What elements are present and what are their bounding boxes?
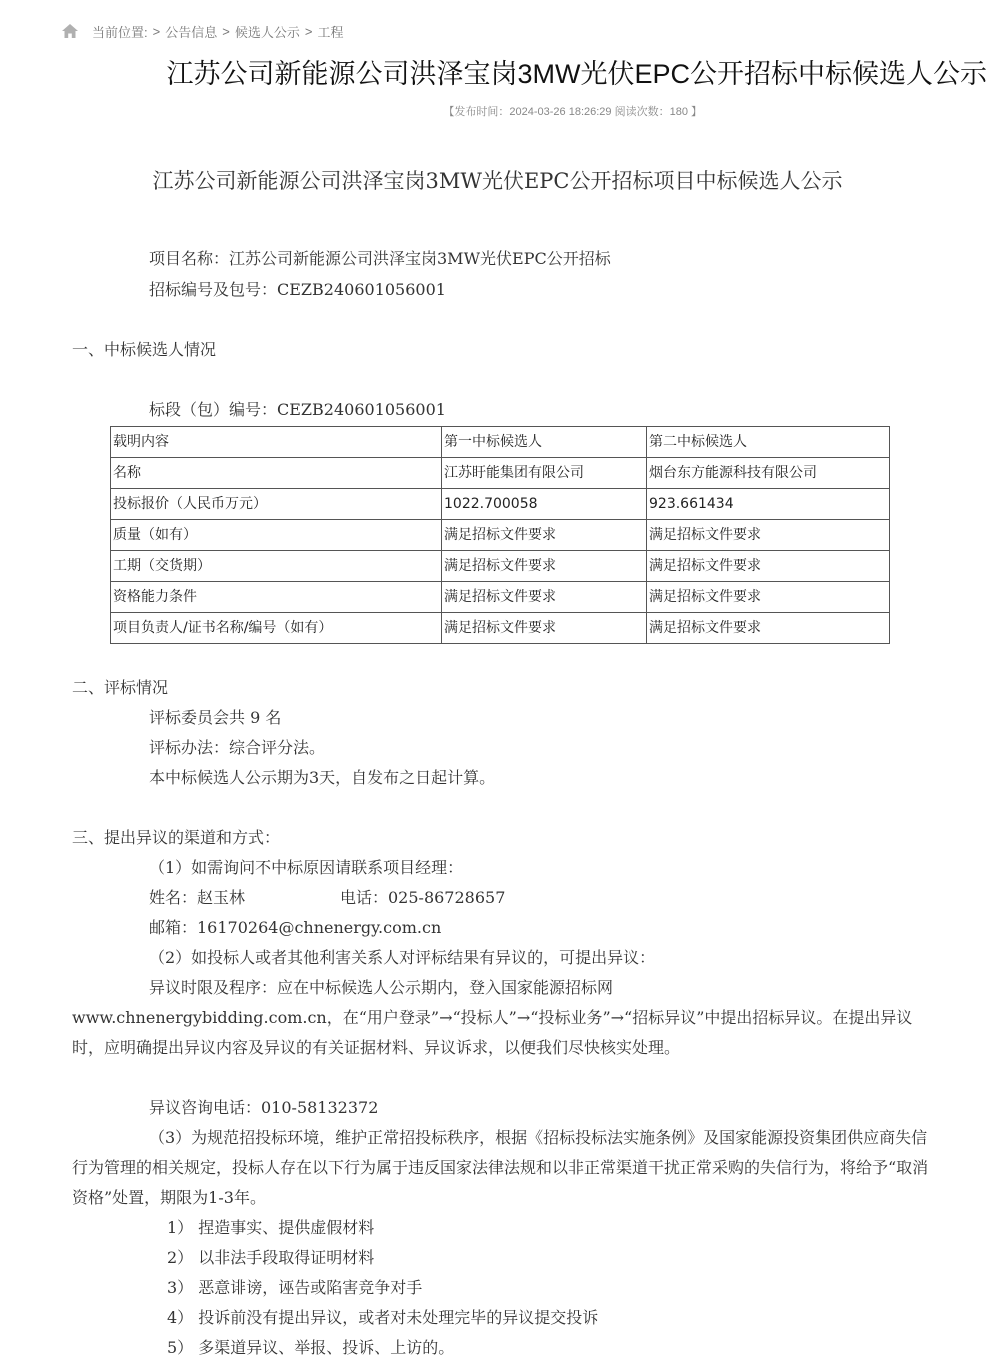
table-row [111, 613, 890, 644]
candidates-table [110, 426, 890, 644]
objection-phone: 异议咨询电话：010-58132372 [149, 1098, 379, 1117]
table-cell: 烟台东方能源科技有限公司 [647, 458, 890, 489]
section-heading-objection: 三、提出异议的渠道和方式： [72, 828, 281, 847]
table-header-cell: 载明内容 [111, 427, 442, 458]
breadcrumb-link-candidates[interactable]: 候选人公示 [234, 24, 300, 40]
contact-email[interactable]: 邮箱：16170264@chnenergy.com.cn [149, 918, 442, 937]
project-name: 项目名称：江苏公司新能源公司洪泽宝岗3MW光伏EPC公开招标 [149, 249, 611, 268]
breadcrumb-link-announcements[interactable]: 公告信息 [165, 24, 218, 40]
list-item: 1） 捏造事实、提供虚假材料 [167, 1218, 375, 1237]
table-row [111, 458, 890, 489]
breadcrumb-link-engineering[interactable]: 工程 [317, 24, 344, 40]
document-subtitle: 江苏公司新能源公司洪泽宝岗3MW光伏EPC公开招标项目中标候选人公示 [152, 169, 843, 193]
project-code: 招标编号及包号：CEZB240601056001 [149, 280, 446, 299]
table-header-cell: 第一中标候选人 [442, 427, 647, 458]
table-cell: 满足招标文件要求 [647, 613, 890, 644]
table-cell: 满足招标文件要求 [647, 582, 890, 613]
objection-procedure-lead: 异议时限及程序：应在中标候选人公示期内，登入国家能源招标网 [149, 978, 614, 997]
table-cell: 1022.700058 [442, 489, 647, 520]
list-item: 3） 恶意诽谤，诬告或陷害竞争对手 [167, 1278, 423, 1297]
breadcrumb [62, 22, 343, 40]
publicity-period: 本中标候选人公示期为3天，自发布之日起计算。 [149, 768, 496, 787]
breadcrumb-separator: > [152, 23, 161, 39]
table-cell: 工期（交货期） [111, 551, 442, 582]
table-cell: 名称 [111, 458, 442, 489]
page-title: 江苏公司新能源公司洪泽宝岗3MW光伏EPC公开招标中标候选人公示 [166, 59, 987, 89]
list-item: 2） 以非法手段取得证明材料 [167, 1248, 375, 1267]
list-item: 5） 多渠道异议、举报、投诉、上访的。 [167, 1338, 455, 1357]
table-header-row [111, 427, 890, 458]
table-cell: 923.661434 [647, 489, 890, 520]
section-heading-candidates: 一、中标候选人情况 [72, 340, 217, 359]
table-cell: 质量（如有） [111, 520, 442, 551]
breadcrumb-separator: > [304, 23, 313, 39]
section-heading-evaluation: 二、评标情况 [72, 678, 169, 697]
list-item: 4） 投诉前没有提出异议，或者对未处理完毕的异议提交投诉 [167, 1308, 599, 1327]
table-cell: 满足招标文件要求 [442, 582, 647, 613]
table-row [111, 582, 890, 613]
table-cell: 满足招标文件要求 [647, 520, 890, 551]
breadcrumb-prefix: 当前位置: [92, 24, 148, 40]
table-header-cell: 第二中标候选人 [647, 427, 890, 458]
evaluation-method: 评标办法：综合评分法。 [149, 738, 326, 757]
objection-item-1: （1）如需询问不中标原因请联系项目经理： [149, 858, 464, 877]
table-cell: 江苏盱能集团有限公司 [442, 458, 647, 489]
table-row [111, 489, 890, 520]
table-cell: 满足招标文件要求 [442, 551, 647, 582]
table-row [111, 520, 890, 551]
breadcrumb-separator: > [222, 23, 230, 39]
home-icon[interactable] [62, 24, 78, 38]
contact-name: 姓名：赵玉林 [149, 888, 246, 907]
objection-procedure-body: www.chnenergybidding.com.cn，在“用户登录”→“投标人”→“投标业务”→“招标异议”中提出招标异议。在提出异议时，应明确提出异议内容及异议的有关证据材料、异议诉求，以便我们尽快核实处理。 [72, 1008, 913, 1057]
table-row [111, 551, 890, 582]
table-cell: 项目负责人/证书名称/编号（如有） [111, 613, 442, 644]
table-cell: 满足招标文件要求 [442, 520, 647, 551]
publish-meta: 【发布时间：2024-03-26 18:26:29 阅读次数：180 】 [443, 106, 702, 118]
table-cell: 满足招标文件要求 [442, 613, 647, 644]
table-cell: 投标报价（人民币万元） [111, 489, 442, 520]
evaluation-committee: 评标委员会共 9 名 [149, 708, 282, 727]
lot-number: 标段（包）编号：CEZB240601056001 [149, 400, 446, 419]
contact-phone: 电话：025-86728657 [340, 888, 506, 907]
objection-item-3: （3）为规范招投标环境，维护正常招投标秩序，根据《招标投标法实施条例》及国家能源投资集团供应商失信行为管理的相关规定，投标人存在以下行为属于违反国家法律法规和以非正常渠道干扰正常采购的失信行为，将给予“取消资格”处置，期限为1-3年。 [72, 1128, 929, 1207]
table-cell: 满足招标文件要求 [647, 551, 890, 582]
table-cell: 资格能力条件 [111, 582, 442, 613]
objection-item-2: （2）如投标人或者其他利害关系人对评标结果有异议的，可提出异议： [149, 948, 656, 967]
